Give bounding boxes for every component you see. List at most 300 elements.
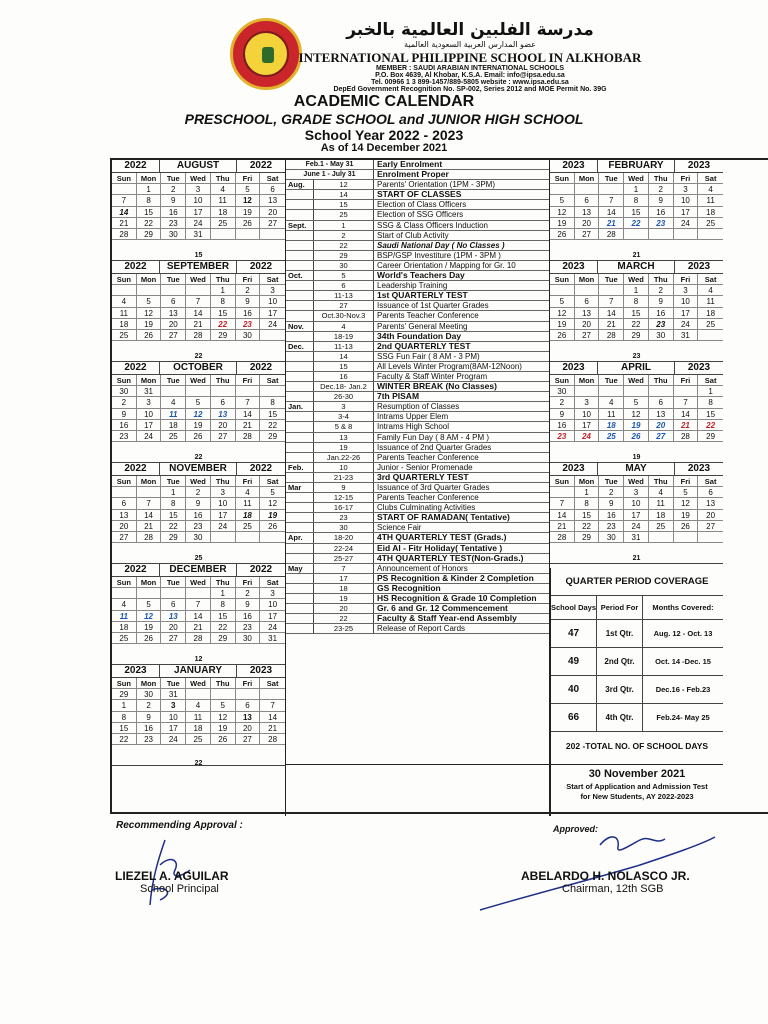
day-name: Sun	[550, 375, 575, 386]
day-cell: 7	[236, 397, 261, 408]
event-row	[286, 624, 549, 634]
day-cell: 29	[575, 532, 600, 543]
day-cell	[624, 386, 649, 397]
day-cell: 14	[674, 409, 699, 420]
day-cell: 26	[211, 734, 236, 745]
day-name: Fri	[236, 274, 261, 285]
day-cell: 2	[599, 487, 624, 498]
day-cell	[698, 330, 723, 341]
day-cell: 11	[211, 195, 236, 206]
event-date: 23	[313, 513, 374, 522]
member-line: MEMBER : SAUDI ARABIAN INTERNATIONAL SCHOOLS	[375, 65, 565, 72]
day-cell: 25	[599, 431, 624, 442]
event-name: Start of Club Activity	[377, 230, 449, 240]
day-cell: 23	[599, 521, 624, 532]
day-cell: 5	[137, 599, 162, 610]
day-cell: 5	[550, 195, 575, 206]
day-cell: 15	[260, 409, 285, 420]
day-name: Mon	[575, 274, 600, 285]
day-cell: 28	[186, 633, 211, 644]
month-name: MARCH	[598, 261, 675, 273]
day-cell: 5	[550, 296, 575, 307]
event-row	[286, 281, 549, 291]
day-cell: 29	[211, 633, 236, 644]
event-date: 13	[313, 433, 374, 442]
day-cell: 4	[649, 487, 674, 498]
day-cell: 20	[112, 521, 137, 532]
as-of-date: As of 14 December 2021	[320, 142, 448, 154]
day-name: Wed	[624, 476, 649, 487]
day-cell: 30	[236, 633, 261, 644]
day-name: Sat	[260, 274, 285, 285]
day-cell	[112, 487, 137, 498]
day-name: Mon	[575, 476, 600, 487]
event-name: START OF CLASSES	[377, 190, 462, 200]
event-row	[286, 180, 549, 190]
day-cell: 7	[599, 195, 624, 206]
event-row	[286, 483, 549, 493]
month-name: AUGUST	[160, 160, 237, 172]
day-cell: 28	[674, 431, 699, 442]
page-subtitle: PRESCHOOL, GRADE SCHOOL and JUNIOR HIGH SCHOOL	[184, 111, 584, 127]
event-name: Clubs Culminating Activities	[377, 503, 476, 513]
day-cell: 12	[550, 207, 575, 218]
day-name: Sat	[698, 173, 723, 184]
day-cell: 31	[137, 386, 162, 397]
contact-line: Tel. 00966 1 3 899-1457/889-5805 website : www.ipsa.edu.sa	[371, 79, 569, 86]
day-cell: 15	[624, 308, 649, 319]
quarter-period-coverage	[550, 568, 723, 768]
event-date: 1	[313, 221, 374, 230]
event-date: 18-20	[313, 533, 374, 542]
event-row	[286, 473, 549, 483]
day-cell: 15	[211, 611, 236, 622]
event-date: 20	[313, 604, 374, 613]
day-cell: 17	[260, 611, 285, 622]
day-cell	[161, 588, 186, 599]
day-name: Tue	[161, 274, 186, 285]
day-cell: 17	[674, 308, 699, 319]
day-cell: 19	[674, 510, 699, 521]
day-cell	[260, 689, 285, 700]
month-grid	[112, 375, 285, 442]
day-cell: 22	[211, 319, 236, 330]
day-name: Sun	[550, 274, 575, 285]
day-cell: 25	[698, 319, 723, 330]
day-cell	[698, 229, 723, 240]
day-cell: 21	[599, 319, 624, 330]
day-cell: 10	[211, 498, 236, 509]
event-name: SSG Fun Fair ( 8 AM - 3 PM)	[377, 351, 480, 361]
event-date: 22	[313, 614, 374, 623]
day-cell	[575, 386, 600, 397]
day-cell: 16	[161, 207, 186, 218]
month-year: 2022	[249, 160, 273, 171]
event-date: 14	[313, 352, 374, 361]
day-cell: 25	[161, 431, 186, 442]
event-row	[286, 503, 549, 513]
day-cell: 26	[186, 431, 211, 442]
event-row	[286, 170, 549, 180]
day-cell	[698, 532, 723, 543]
day-cell: 31	[260, 633, 285, 644]
day-cell: 9	[186, 498, 211, 509]
day-cell: 15	[211, 308, 236, 319]
day-cell: 17	[674, 207, 699, 218]
day-name: Mon	[137, 173, 162, 184]
event-month	[286, 200, 313, 209]
event-name: Leadership Training	[377, 281, 448, 291]
day-cell: 9	[112, 409, 137, 420]
day-name: Sat	[260, 678, 285, 689]
day-cell: 1	[211, 588, 236, 599]
day-cell	[236, 532, 261, 543]
event-name: 4TH QUARTERLY TEST(Non-Grads.)	[377, 553, 524, 563]
day-cell	[186, 689, 211, 700]
month-year: 2022	[112, 261, 160, 273]
day-cell: 23	[649, 218, 674, 229]
day-cell: 8	[575, 498, 600, 509]
day-name: Fri	[674, 375, 699, 386]
day-cell: 20	[236, 723, 261, 734]
day-cell: 21	[186, 622, 211, 633]
day-cell: 15	[161, 510, 186, 521]
month-year: 2022	[249, 564, 273, 575]
day-cell: 2	[649, 285, 674, 296]
month-year: 2022	[249, 463, 273, 474]
day-cell: 16	[112, 420, 137, 431]
event-row	[286, 332, 549, 342]
event-name: Issuance of 1st Quarter Grades	[377, 301, 489, 311]
quarter-header: School Days	[551, 596, 597, 619]
month-block	[550, 463, 723, 564]
events-blank-cell	[285, 764, 550, 816]
month-header	[550, 160, 723, 173]
day-cell: 22	[260, 420, 285, 431]
event-month	[286, 281, 313, 290]
day-cell	[211, 689, 236, 700]
day-name: Fri	[236, 577, 261, 588]
quarter-period: 4th Qtr.	[597, 704, 643, 731]
day-name: Sun	[112, 173, 137, 184]
event-row	[286, 271, 549, 281]
month-school-days: 19	[632, 454, 641, 461]
event-month	[286, 241, 313, 250]
quarter-months: Aug. 12 - Oct. 13	[653, 629, 713, 638]
event-name: Parents Teacher Conference	[377, 311, 479, 321]
day-cell: 20	[575, 218, 600, 229]
day-cell: 24	[161, 734, 186, 745]
day-cell: 2	[236, 588, 261, 599]
day-cell: 31	[161, 689, 186, 700]
day-name: Tue	[161, 577, 186, 588]
day-cell: 16	[137, 723, 162, 734]
day-cell: 20	[698, 510, 723, 521]
event-date: 12-15	[313, 493, 374, 502]
day-cell	[599, 386, 624, 397]
day-cell: 1	[698, 386, 723, 397]
event-name: Issuance of 3rd Quarter Grades	[377, 483, 490, 492]
month-header	[550, 463, 723, 476]
day-cell: 1	[137, 184, 162, 195]
event-date: Feb.1 - May 31	[286, 160, 374, 169]
event-name: START OF RAMADAN( Tentative)	[377, 513, 510, 523]
event-date: 5	[313, 271, 374, 280]
day-cell: 21	[260, 723, 285, 734]
day-cell: 19	[137, 319, 162, 330]
notice-line: Start of Application and Admission Test	[566, 782, 708, 791]
day-cell: 11	[186, 712, 211, 723]
day-cell: 13	[698, 498, 723, 509]
day-name: Wed	[186, 274, 211, 285]
event-month	[286, 412, 313, 421]
event-name: PS Recognition & Kinder 2 Completion	[377, 573, 534, 583]
day-cell: 26	[236, 218, 261, 229]
event-row	[286, 291, 549, 301]
day-cell: 23	[649, 319, 674, 330]
quarter-months: Dec.16 - Feb.23	[655, 685, 711, 694]
event-name: Parents' General Meeting	[377, 321, 468, 331]
day-cell: 22	[112, 734, 137, 745]
day-cell	[137, 588, 162, 599]
event-row	[286, 544, 549, 554]
day-cell: 13	[211, 409, 236, 420]
month-name: FEBRUARY	[598, 160, 675, 172]
day-cell: 5	[260, 487, 285, 498]
day-cell: 2	[236, 285, 261, 296]
day-name: Wed	[186, 375, 211, 386]
day-cell: 27	[112, 532, 137, 543]
day-cell	[186, 285, 211, 296]
event-name: GS Recognition	[377, 583, 441, 593]
day-cell	[599, 184, 624, 195]
day-cell: 30	[137, 689, 162, 700]
day-cell: 27	[698, 521, 723, 532]
event-date: 4	[313, 322, 374, 331]
day-cell: 6	[112, 498, 137, 509]
day-cell: 21	[599, 218, 624, 229]
month-year: 2022	[112, 463, 160, 475]
event-row	[286, 493, 549, 503]
event-date: 25-27	[313, 554, 374, 563]
event-month	[286, 574, 313, 583]
day-cell: 20	[161, 622, 186, 633]
day-name: Sat	[698, 476, 723, 487]
event-row	[286, 523, 549, 533]
day-cell: 4	[599, 397, 624, 408]
day-cell: 4	[698, 285, 723, 296]
day-cell: 26	[550, 229, 575, 240]
day-cell: 29	[260, 431, 285, 442]
day-cell: 1	[624, 285, 649, 296]
event-month	[286, 594, 313, 603]
event-date: Dec.18- Jan.2	[313, 382, 374, 391]
month-grid	[550, 375, 723, 442]
day-name: Wed	[624, 274, 649, 285]
month-year: 2023	[687, 463, 711, 474]
event-row	[286, 210, 549, 220]
day-cell: 6	[698, 487, 723, 498]
event-date: 5 & 8	[313, 422, 374, 431]
day-cell: 22	[575, 521, 600, 532]
event-row	[286, 433, 549, 443]
day-cell: 10	[137, 409, 162, 420]
event-date: 2	[313, 231, 374, 240]
day-cell: 3	[211, 487, 236, 498]
month-header	[550, 261, 723, 274]
day-cell: 10	[624, 498, 649, 509]
day-cell: 9	[137, 712, 162, 723]
month-year: 2022	[112, 564, 160, 576]
day-cell	[260, 532, 285, 543]
event-row	[286, 382, 549, 392]
event-month	[286, 190, 313, 199]
event-name: 4TH QUARTERLY TEST (Grads.)	[377, 533, 507, 543]
day-cell: 16	[236, 308, 261, 319]
quarter-row	[551, 620, 723, 648]
event-name: 34th Foundation Day	[377, 331, 462, 341]
day-cell: 25	[649, 521, 674, 532]
day-cell: 30	[649, 330, 674, 341]
day-cell	[137, 285, 162, 296]
day-name: Mon	[137, 678, 162, 689]
month-header	[550, 362, 723, 375]
day-cell: 8	[698, 397, 723, 408]
day-cell: 21	[186, 319, 211, 330]
event-date: 7	[313, 564, 374, 573]
event-date: 17	[313, 574, 374, 583]
day-cell: 18	[698, 308, 723, 319]
month-grid	[550, 173, 723, 240]
day-cell: 27	[236, 734, 261, 745]
day-cell	[674, 532, 699, 543]
day-cell	[599, 285, 624, 296]
event-name: Gr. 6 and Gr. 12 Commencement	[377, 604, 508, 614]
event-month	[286, 544, 313, 553]
day-cell: 27	[161, 633, 186, 644]
event-date: 30	[313, 523, 374, 532]
day-cell: 29	[112, 689, 137, 700]
day-cell: 28	[599, 330, 624, 341]
day-cell: 12	[211, 712, 236, 723]
event-date: 26-30	[313, 392, 374, 401]
event-row	[286, 251, 549, 261]
day-cell: 13	[649, 409, 674, 420]
day-cell: 5	[186, 397, 211, 408]
day-cell: 5	[624, 397, 649, 408]
day-cell: 25	[112, 330, 137, 341]
month-block	[550, 261, 723, 362]
day-cell: 15	[575, 510, 600, 521]
day-cell: 25	[112, 633, 137, 644]
day-cell	[112, 184, 137, 195]
event-month: Nov.	[288, 321, 304, 331]
month-block	[112, 564, 285, 665]
day-cell: 22	[698, 420, 723, 431]
day-name: Tue	[599, 173, 624, 184]
event-date: 22	[313, 241, 374, 250]
day-cell: 11	[649, 498, 674, 509]
month-school-days: 22	[194, 760, 203, 767]
day-cell: 23	[137, 734, 162, 745]
day-cell: 24	[575, 431, 600, 442]
day-name: Tue	[161, 476, 186, 487]
event-date: 29	[313, 251, 374, 260]
event-name: Intrams High School	[377, 422, 450, 432]
day-name: Fri	[674, 274, 699, 285]
day-cell: 10	[186, 195, 211, 206]
day-cell: 16	[649, 308, 674, 319]
day-cell: 20	[575, 319, 600, 330]
day-cell: 18	[236, 510, 261, 521]
day-cell: 14	[599, 308, 624, 319]
event-month: Jan.	[288, 402, 304, 412]
day-cell: 17	[186, 207, 211, 218]
event-date: 3	[313, 402, 374, 411]
month-year: 2023	[687, 362, 711, 373]
event-row	[286, 372, 549, 382]
day-cell: 23	[112, 431, 137, 442]
day-cell: 9	[649, 296, 674, 307]
day-name: Thu	[649, 274, 674, 285]
day-cell: 17	[624, 510, 649, 521]
event-date: 14	[313, 190, 374, 199]
day-cell: 1	[112, 700, 137, 711]
day-name: Wed	[186, 476, 211, 487]
event-row	[286, 342, 549, 352]
day-cell: 17	[260, 308, 285, 319]
event-month	[286, 614, 313, 623]
day-cell	[186, 588, 211, 599]
day-cell: 25	[186, 734, 211, 745]
recommending-label: Recommending Approval :	[116, 820, 243, 831]
month-block	[112, 261, 285, 362]
day-cell: 8	[624, 195, 649, 206]
event-name: HS Recognition & Grade 10 Completion	[377, 594, 537, 604]
day-cell: 5	[236, 184, 261, 195]
day-cell: 12	[137, 611, 162, 622]
day-cell: 10	[260, 599, 285, 610]
day-name: Sun	[112, 678, 137, 689]
month-year: 2022	[249, 362, 273, 373]
month-block	[550, 362, 723, 463]
day-cell	[674, 229, 699, 240]
month-grid	[550, 274, 723, 341]
day-cell: 12	[674, 498, 699, 509]
event-name: WINTER BREAK (No Classes)	[377, 382, 497, 392]
event-row	[286, 261, 549, 271]
day-cell: 5	[211, 700, 236, 711]
event-date: June 1 - July 31	[286, 170, 374, 179]
event-date: 27	[313, 301, 374, 310]
event-row	[286, 564, 549, 574]
day-cell: 6	[161, 296, 186, 307]
month-grid	[112, 274, 285, 341]
quarter-days: 49	[551, 648, 597, 675]
day-name: Fri	[674, 476, 699, 487]
quarter-days: 47	[551, 620, 597, 647]
day-name: Fri	[236, 476, 261, 487]
day-cell: 8	[161, 498, 186, 509]
quarter-period: 2nd Qtr.	[597, 648, 643, 675]
day-cell: 15	[137, 207, 162, 218]
event-name: Early Enrolment	[377, 160, 443, 169]
month-school-days: 15	[194, 252, 203, 259]
event-name: Family Fun Day ( 8 AM - 4 PM )	[377, 432, 490, 442]
event-name: Junior - Senior Promenade	[377, 462, 473, 472]
day-cell: 6	[575, 195, 600, 206]
day-cell: 24	[260, 319, 285, 330]
